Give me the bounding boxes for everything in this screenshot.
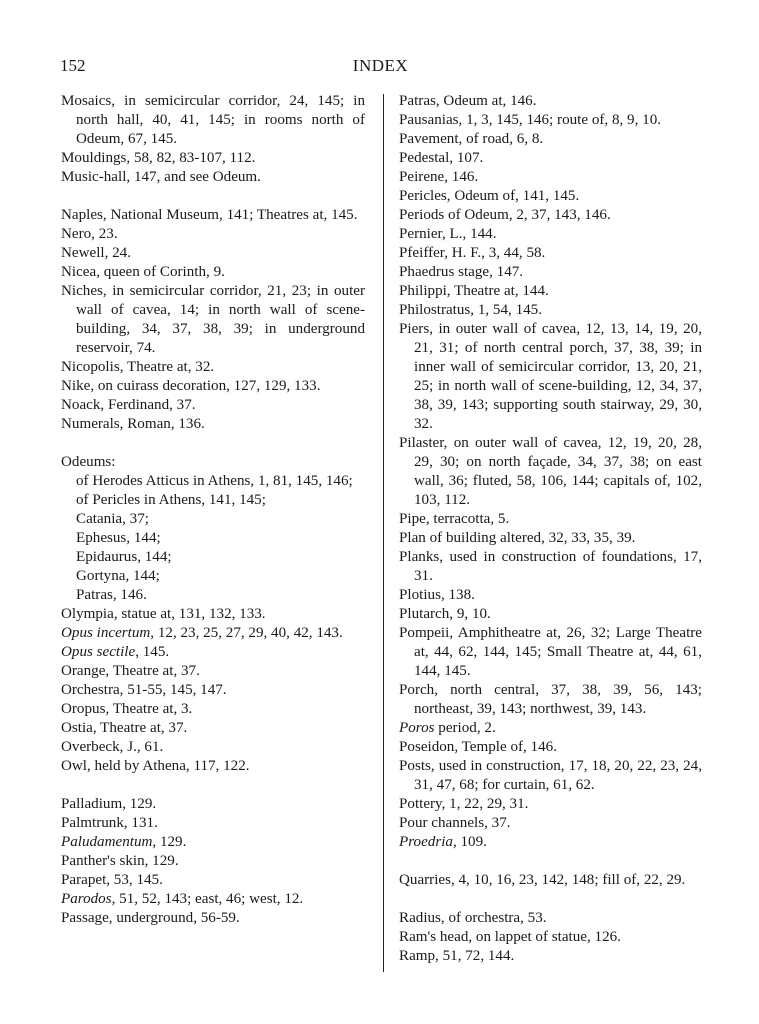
index-entry [399,510,702,529]
entry-text: Ramp, 51, 72, 144. [399,948,515,964]
index-entry [61,833,365,852]
index-entry [61,871,365,890]
index-entry [399,149,702,168]
index-subentry [61,567,365,586]
index-entry [61,263,365,282]
section-gap [61,776,365,795]
entry-text: Pedestal, 107. [399,150,484,166]
index-entry [399,605,702,624]
entry-text: Numerals, Roman, 136. [61,416,205,432]
entry-text: Peirene, 146. [399,169,479,185]
section-gap [399,890,702,909]
running-title: INDEX [352,56,409,75]
index-entry [399,814,702,833]
column-divider [383,94,384,972]
page-number: 152 [60,56,86,75]
entry-text: Passage, underground, 56-59. [61,910,240,926]
entry-text: Odeums: [61,454,116,470]
index-entry [399,586,702,605]
index-entry [399,206,702,225]
entry-text: Noack, Ferdinand, 37. [61,397,196,413]
index-entry [61,795,365,814]
index-subentry [61,472,365,491]
index-entry [399,738,702,757]
index-entry [399,548,702,586]
index-entry [399,871,702,890]
index-subentry [61,548,365,567]
index-entry [61,643,365,662]
index-entry [399,301,702,320]
entry-text: Piers, in outer wall of cavea, 12, 13, 14, 19, 20, 21, 31; of north central porch, 37, 38, 39; in inner wall of semicircular corridor, 13, 20, 21, 25; in north wall of scene-building, 12, 34, 37, 38, 39, 143; supporting south stairway, 29, 30, 32. [399,321,702,432]
index-column-right [399,92,702,966]
entry-text: Nero, 23. [61,226,118,242]
entry-text: Plan of building altered, 32, 33, 35, 39. [399,530,636,546]
index-entry [399,434,702,510]
index-subentry [61,586,365,605]
index-entry [61,909,365,928]
entry-text: , 12, 23, 25, 27, 29, 40, 42, 143. [150,625,343,641]
entry-text: Pompeii, Amphitheatre at, 26, 32; Large Theatre at, 44, 62, 144, 145; Small Theatre at, 44, 61, 144, 145. [399,625,702,679]
section-gap [61,434,365,453]
index-entry [61,377,365,396]
index-entry [399,244,702,263]
index-entry [61,814,365,833]
index-entry [61,282,365,358]
index-entry [399,529,702,548]
entry-text: Planks, used in construction of foundations, 17, 31. [399,549,702,584]
index-column-left [61,92,365,928]
index-entry [399,833,702,852]
entry-text: Music-hall, 147, and see Odeum. [61,169,261,185]
entry-text: Radius, of orchestra, 53. [399,910,547,926]
index-entry [61,92,365,149]
entry-text: Niches, in semicircular corridor, 21, 23; in outer wall of cavea, 14; in north wall of scene-building, 34, 37, 38, 39; in underground reservoir, 74. [61,283,365,356]
entry-term-italic: Paludamentum [61,834,153,850]
entry-text: Owl, held by Athena, 117, 122. [61,758,250,774]
entry-text: Philippi, Theatre at, 144. [399,283,549,299]
entry-text: Ostia, Theatre at, 37. [61,720,188,736]
entry-text: Overbeck, J., 61. [61,739,164,755]
index-entry [61,852,365,871]
index-entry [61,206,365,225]
index-entry [399,928,702,947]
entry-text: Epidaurus, 144; [76,549,172,565]
index-entry [399,168,702,187]
entry-text: Plotius, 138. [399,587,475,603]
entry-text: Pilaster, on outer wall of cavea, 12, 19, 20, 28, 29, 30; on north façade, 34, 37, 38; on east wall, 36; fluted, 58, 106, 144; capitals of, 102, 103, 112. [399,435,702,508]
index-entry [399,909,702,928]
index-entry [399,681,702,719]
section-gap [399,852,702,871]
entry-text: Patras, Odeum at, 146. [399,93,537,109]
entry-text: of Pericles in Athens, 141, 145; [76,492,266,508]
index-entry [61,168,365,187]
entry-text: Pfeiffer, H. F., 3, 44, 58. [399,245,546,261]
entry-text: , 109. [452,834,487,850]
index-entry [61,415,365,434]
index-subentry [61,491,365,510]
entry-text: Gortyna, 144; [76,568,160,584]
entry-term-italic: Opus sectile [61,644,136,660]
entry-text: Catania, 37; [76,511,149,527]
index-entry [399,624,702,681]
entry-text: Mosaics, in semicircular corridor, 24, 145; in north hall, 40, 41, 145; in rooms north of Odeum, 67, 145. [61,93,365,147]
entry-text: Posts, used in construction, 17, 18, 20, 22, 23, 24, 31, 47, 68; for curtain, 61, 62. [399,758,702,793]
index-entry [399,282,702,301]
entry-text: Palmtrunk, 131. [61,815,158,831]
index-entry [61,396,365,415]
index-entry [61,700,365,719]
entry-text: Patras, 146. [76,587,147,603]
entry-term-italic: Poros [399,720,435,736]
entry-text: of Herodes Atticus in Athens, 1, 81, 145, 146; [76,473,353,489]
index-subentry [61,510,365,529]
index-entry [399,225,702,244]
index-entry [61,757,365,776]
entry-text: Newell, 24. [61,245,132,261]
entry-text: , 51, 52, 143; east, 46; west, 12. [111,891,304,907]
index-entry [61,453,365,472]
index-entry [399,92,702,111]
index-entry [61,225,365,244]
index-subentry [61,529,365,548]
index-entry [399,719,702,738]
index-entry [399,130,702,149]
index-entry [399,187,702,206]
index-entry [399,757,702,795]
entry-text: Ram's head, on lappet of statue, 126. [399,929,621,945]
entry-text: , 145. [135,644,170,660]
entry-text: Poseidon, Temple of, 146. [399,739,557,755]
entry-text: Palladium, 129. [61,796,157,812]
entry-text: Pericles, Odeum of, 141, 145. [399,188,580,204]
index-entry [61,662,365,681]
entry-term-italic: Opus incertum [61,625,151,641]
entry-text: Olympia, statue at, 131, 132, 133. [61,606,266,622]
index-entry [61,738,365,757]
entry-term-italic: Parodos [61,891,112,907]
index-entry [399,320,702,434]
entry-text: Pavement, of road, 6, 8. [399,131,544,147]
entry-text: Nike, on cuirass decoration, 127, 129, 133. [61,378,321,394]
entry-text: Philostratus, 1, 54, 145. [399,302,542,318]
entry-text: Panther's skin, 129. [61,853,179,869]
entry-text: Porch, north central, 37, 38, 39, 56, 143; northeast, 39, 143; northwest, 39, 143. [399,682,702,717]
index-entry [399,111,702,130]
index-entry [61,890,365,909]
entry-text: Quarries, 4, 10, 16, 23, 142, 148; fill of, 22, 29. [399,872,686,888]
entry-text: Oropus, Theatre at, 3. [61,701,193,717]
entry-text: Pour channels, 37. [399,815,511,831]
entry-text: Pipe, terracotta, 5. [399,511,510,527]
entry-text: Orchestra, 51-55, 145, 147. [61,682,227,698]
index-entry [61,624,365,643]
entry-term-italic: Proedria [399,834,453,850]
index-entry [61,681,365,700]
entry-text: Plutarch, 9, 10. [399,606,491,622]
entry-text: Nicopolis, Theatre at, 32. [61,359,215,375]
entry-text: , 129. [152,834,187,850]
index-entry [61,719,365,738]
entry-text: Naples, National Museum, 141; Theatres at, 145. [61,207,358,223]
index-entry [61,358,365,377]
section-gap [61,187,365,206]
entry-text: Pernier, L., 144. [399,226,497,242]
entry-text: Ephesus, 144; [76,530,161,546]
entry-text: Pausanias, 1, 3, 145, 146; route of, 8, 9, 10. [399,112,662,128]
entry-text: Parapet, 53, 145. [61,872,163,888]
entry-text: Nicea, queen of Corinth, 9. [61,264,225,280]
index-entry [61,605,365,624]
entry-text: Pottery, 1, 22, 29, 31. [399,796,529,812]
entry-text: period, 2. [434,720,496,736]
entry-text: Periods of Odeum, 2, 37, 143, 146. [399,207,611,223]
index-entry [61,149,365,168]
entry-text: Mouldings, 58, 82, 83-107, 112. [61,150,256,166]
index-entry [399,795,702,814]
page-header [60,56,701,78]
index-entry [399,947,702,966]
index-entry [61,244,365,263]
entry-text: Orange, Theatre at, 37. [61,663,200,679]
index-entry [399,263,702,282]
entry-text: Phaedrus stage, 147. [399,264,524,280]
